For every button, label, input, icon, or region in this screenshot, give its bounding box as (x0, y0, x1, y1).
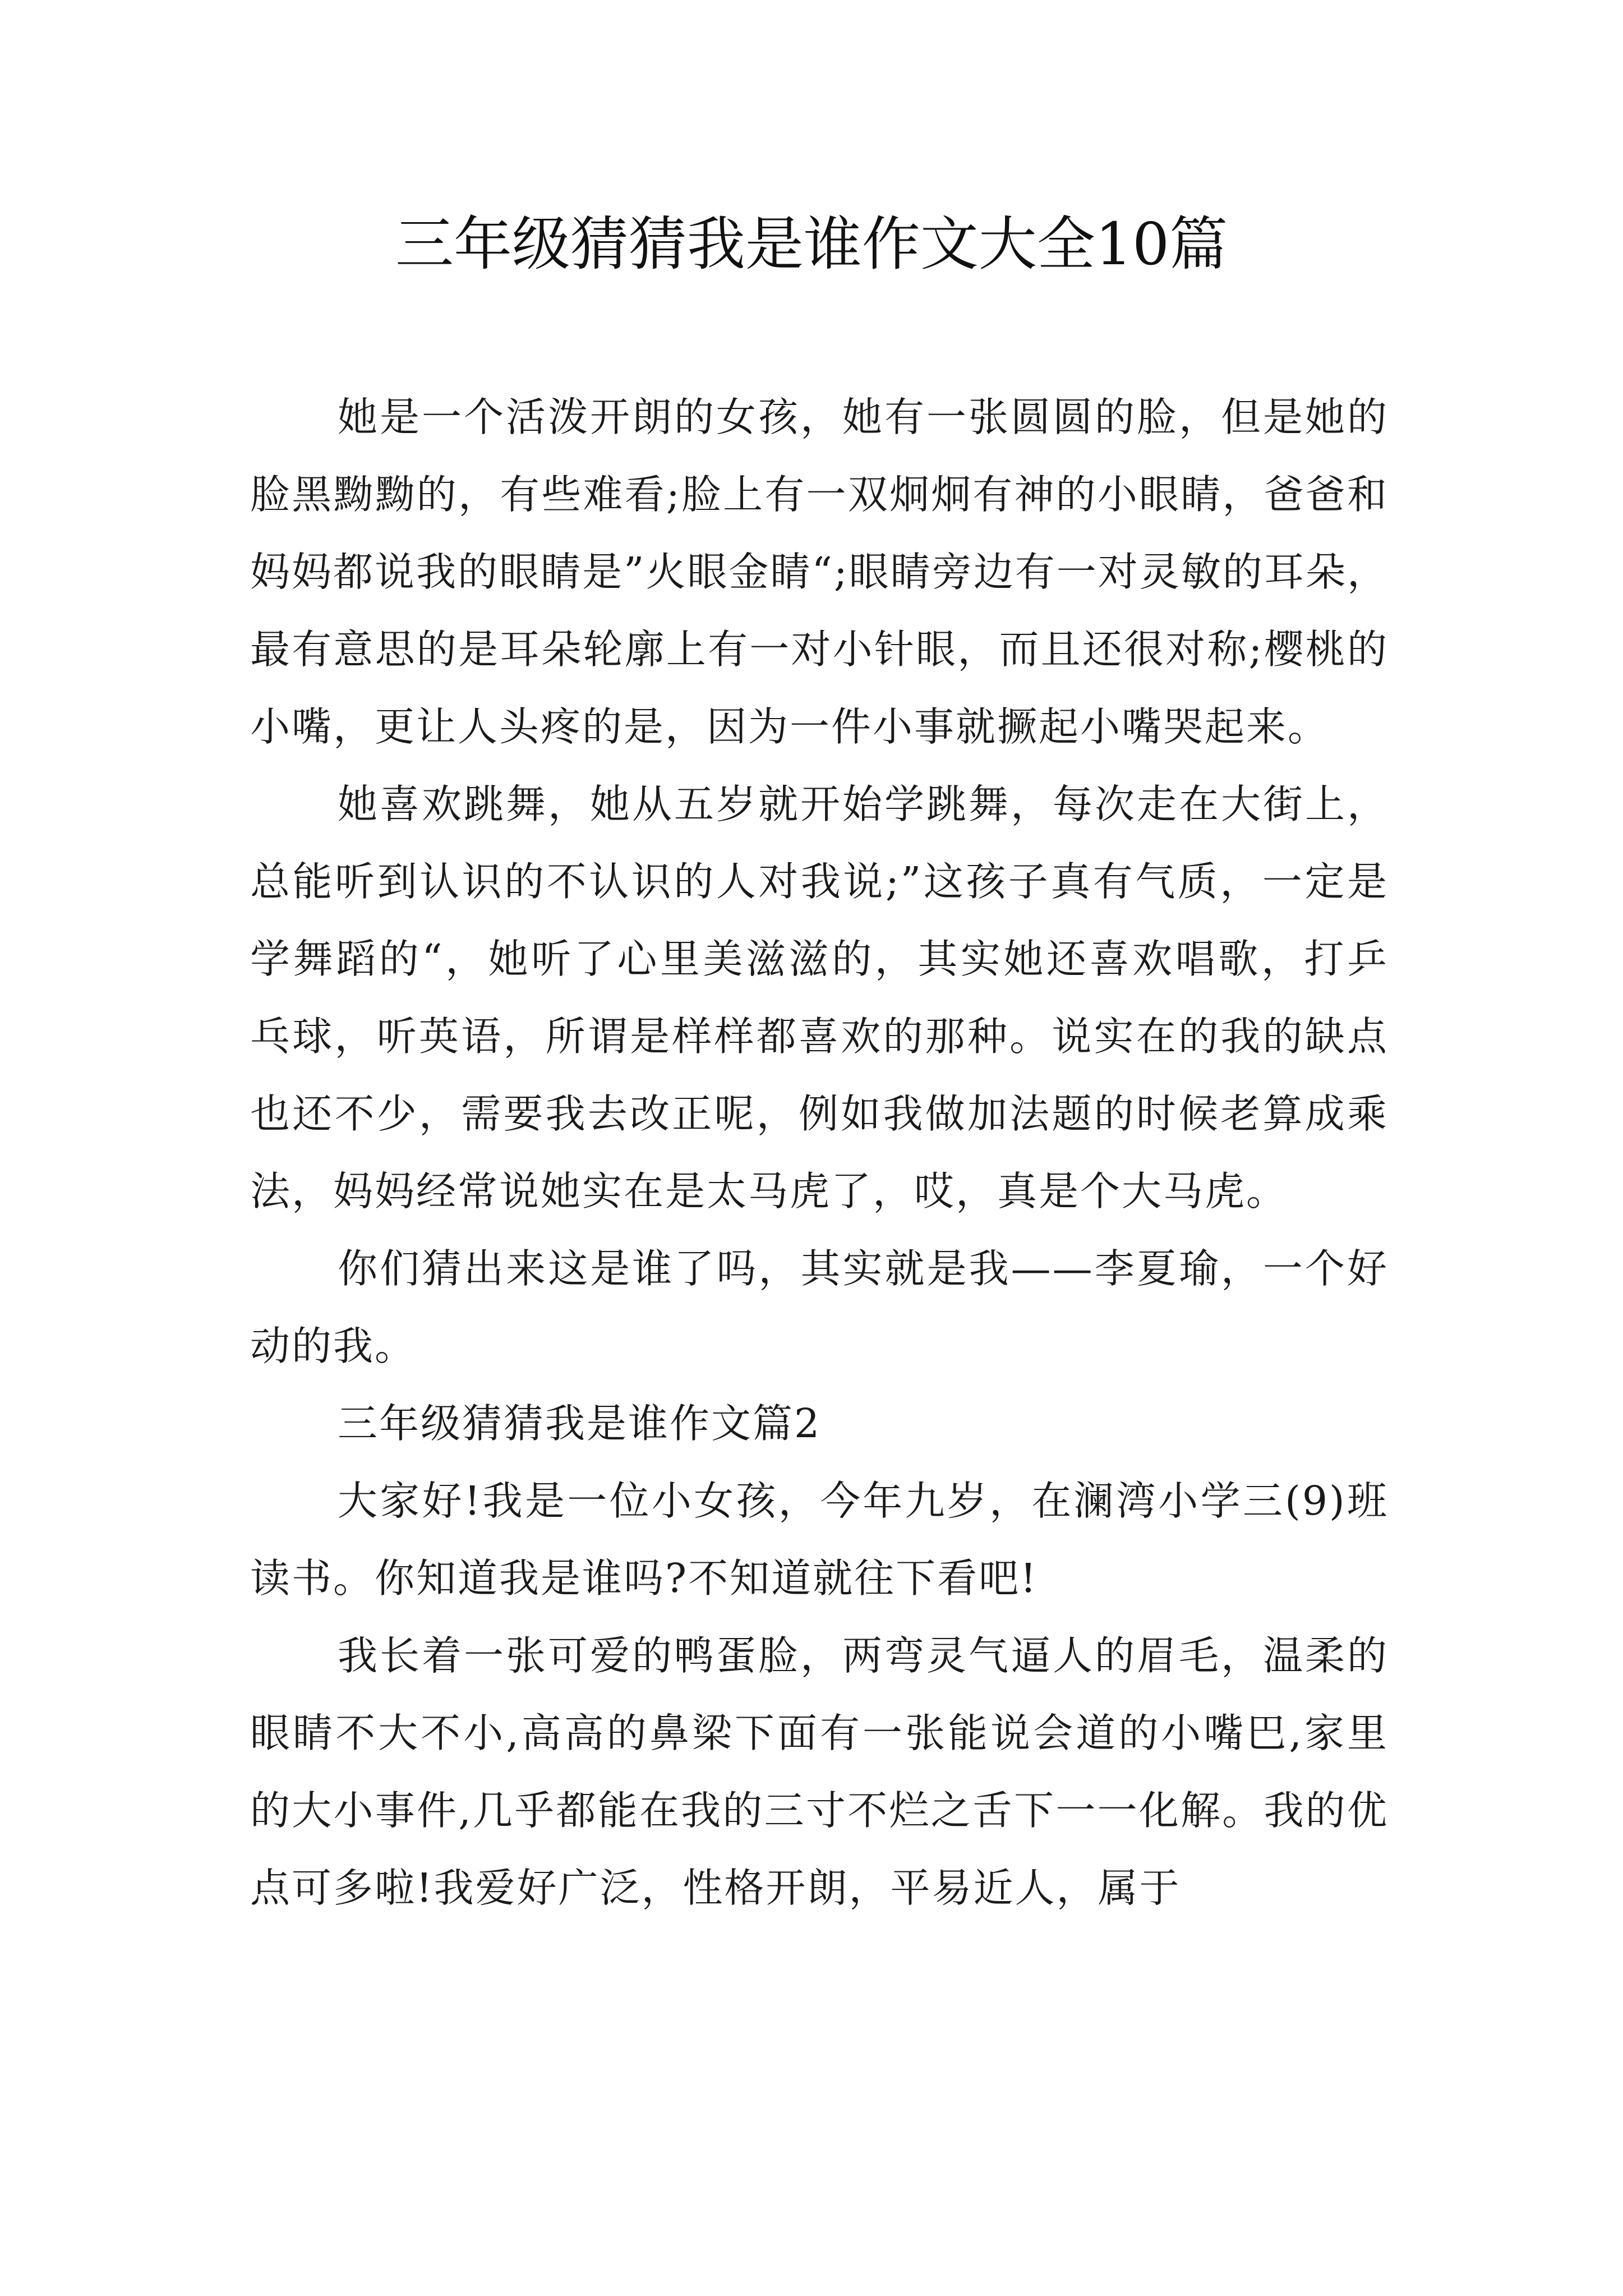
document-title: 三年级猜猜我是谁作文大全10篇 (395, 210, 1228, 278)
document-body (250, 379, 1389, 1927)
paragraph-2: 她喜欢跳舞，她从五岁就开始学跳舞，每次走在大街上，总能听到认识的不认识的人对我说;”这孩子真有气质，一定是学舞蹈的“，她听了心里美滋滋的，其实她还喜欢唱歌，打乒乓球，听英语，所谓是样样都喜欢的那种。说实在的我的缺点也还不少，需要我去改正呢，例如我做加法题的时候老算成乘法，妈妈经常说她实在是太马虎了，哎，真是个大马虎。 (250, 781, 1389, 1214)
section-heading-essay-2: 三年级猜猜我是谁作文篇2 (338, 1400, 822, 1447)
paragraph-5: 我长着一张可爱的鸭蛋脸，两弯灵气逼人的眉毛，温柔的眼睛不大不小,高高的鼻梁下面有一张能说会道的小嘴巴,家里的大小事件,几乎都能在我的三寸不烂之舌下一一化解。我的优点可多啦!我爱好广泛，性格开朗，平易近人，属于 (250, 1632, 1389, 1911)
paragraph-4: 大家好!我是一位小女孩，今年九岁，在澜湾小学三(9)班读书。你知道我是谁吗?不知道就往下看吧! (250, 1478, 1389, 1602)
paragraph-1: 她是一个活泼开朗的女孩，她有一张圆圆的脸，但是她的脸黑黝黝的，有些难看;脸上有一双炯炯有神的小眼睛，爸爸和妈妈都说我的眼睛是”火眼金睛“;眼睛旁边有一对灵敏的耳朵，最有意思的是耳朵轮廓上有一对小针眼，而且还很对称;樱桃的小嘴，更让人头疼的是，因为一件小事就撅起小嘴哭起来。 (250, 394, 1389, 750)
paragraph-3: 你们猜出来这是谁了吗，其实就是我——李夏瑜，一个好动的我。 (250, 1245, 1389, 1369)
